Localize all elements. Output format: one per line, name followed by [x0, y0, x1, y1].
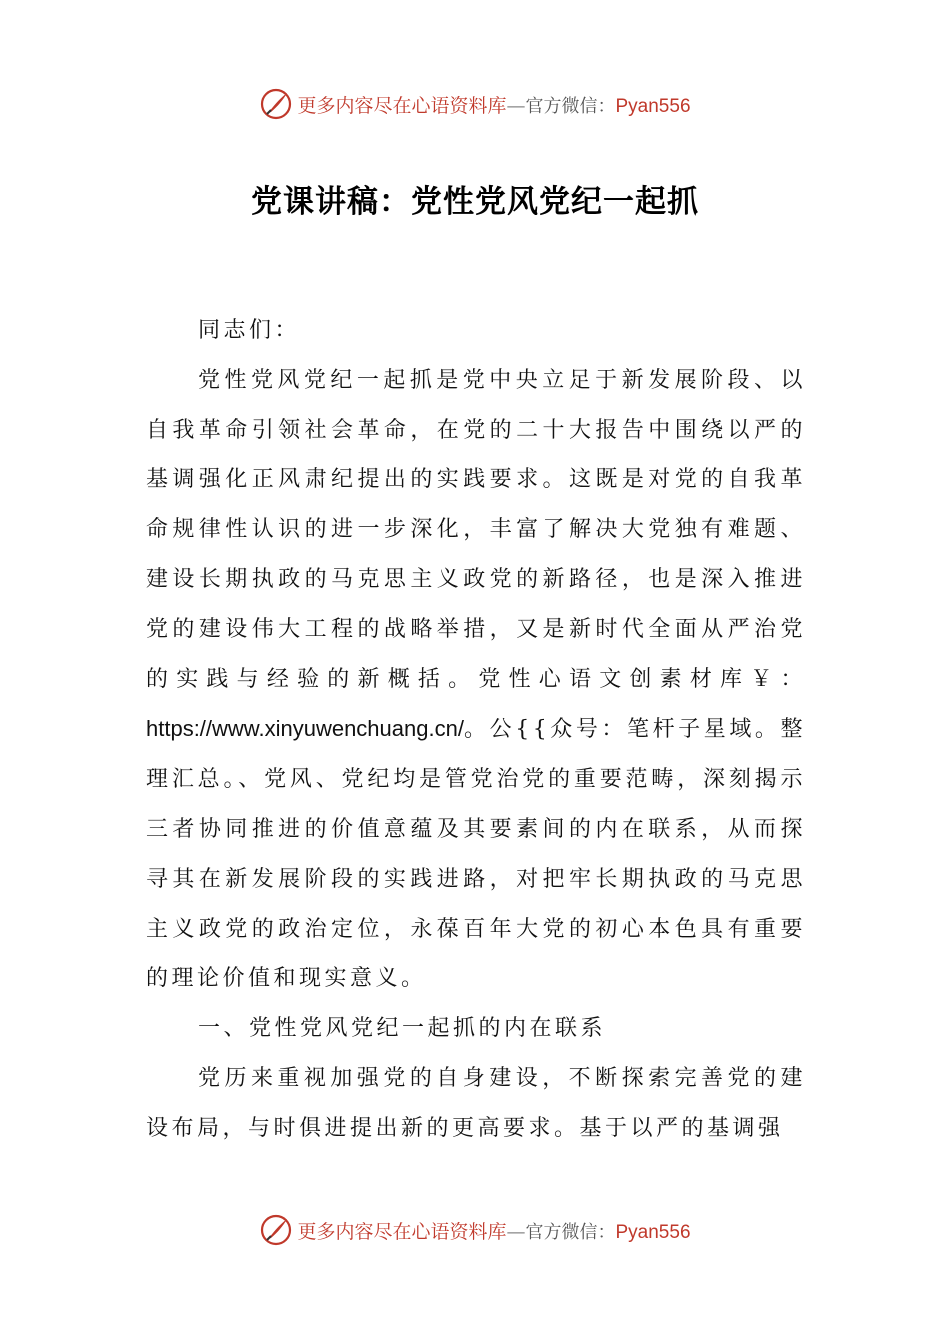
quill-pen-logo-icon: [259, 1213, 293, 1247]
source-url-link[interactable]: https://www.xinyuwenchuang.cn/: [146, 716, 464, 742]
page-title: 党课讲稿：党性党风党纪一起抓: [251, 184, 699, 220]
header-banner: [0, 84, 950, 124]
banner-wechat-label: 官方微信：: [525, 1221, 616, 1243]
section-heading-1: 一、党性党风党纪一起抓的内在联系: [198, 1016, 607, 1042]
banner-wechat-label: 官方微信：: [525, 95, 616, 117]
banner-text: [297, 91, 690, 118]
banner-wechat-id: Pyan556: [615, 95, 691, 117]
banner-dash: —: [506, 94, 526, 117]
document-body: [146, 306, 806, 1154]
quill-pen-logo-icon: [259, 87, 293, 121]
banner-library-name: 更多内容尽在心语资料库: [297, 94, 507, 117]
paragraph-1-text-b: 。公{{众号：笔杆子星域。整理汇总。、党风、党纪均是管党治党的重要范畴，深刻揭示三者协同推进的价值意蕴及其要素间的内在联系，从而探寻其在新发展阶段的实践进路，对把牢长期执政的马克思主义政党的政治定位，永葆百年大党的初心本色具有重要的理论价值和现实意义。: [146, 717, 806, 992]
footer-banner: [0, 1210, 950, 1250]
paragraph-1-text-a: 党性党风党纪一起抓是党中央立足于新发展阶段、以自我革命引领社会革命，在党的二十大报告中围绕以严的基调强化正风肃纪提出的实践要求。这既是对党的自我革命规律性认识的进一步深化，丰富了解决大党独有难题、建设长期执政的马克思主义政党的新路径，也是深入推进党的建设伟大工程的战略举措，又是新时代全面从严治党的实践与经验的新概括。党性心语文创素材库￥：: [146, 367, 806, 692]
banner-wechat-id: Pyan556: [615, 1221, 691, 1243]
paragraph-2: 党历来重视加强党的自身建设，不断探索完善党的建设布局，与时俱进提出新的更高要求。基于以严的基调强: [146, 1065, 806, 1141]
banner-dash: —: [506, 1220, 526, 1243]
salutation: 同志们：: [198, 318, 301, 343]
banner-library-name: 更多内容尽在心语资料库: [297, 1220, 507, 1243]
paragraph-1: [146, 356, 806, 1004]
banner-text: [297, 1217, 690, 1244]
